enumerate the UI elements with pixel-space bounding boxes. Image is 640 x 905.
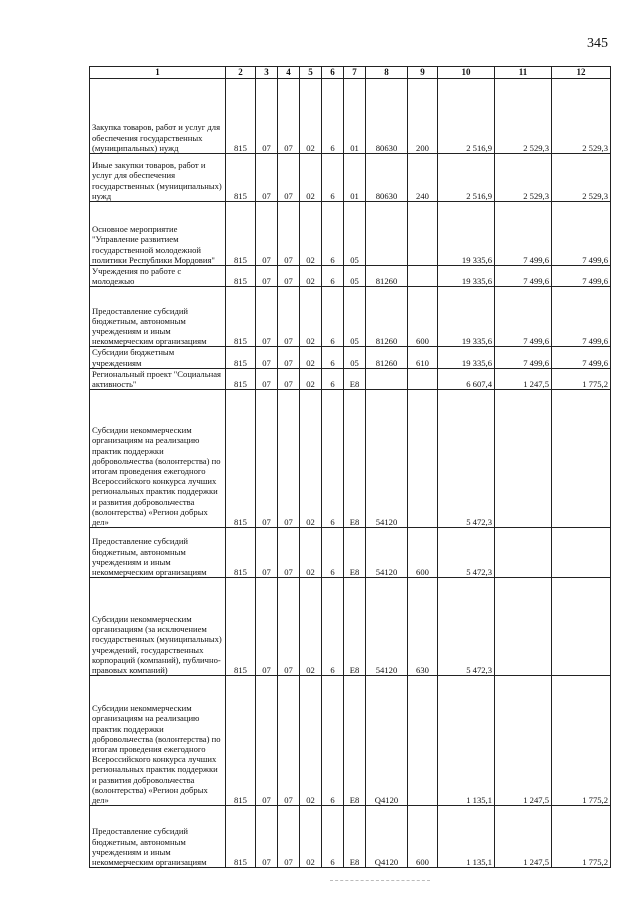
cell-col-12: 2 529,3 [552, 79, 611, 154]
header-row [90, 67, 611, 79]
cell-col-2: 815 [226, 266, 256, 287]
cell-col-6: 6 [322, 154, 344, 202]
cell-col-5: 02 [300, 347, 322, 368]
cell-col-5: 02 [300, 266, 322, 287]
cell-col-10: 19 335,6 [438, 202, 495, 266]
column-header-1: 1 [90, 67, 226, 79]
cell-col-6: 6 [322, 266, 344, 287]
cell-col-7: E8 [344, 806, 366, 868]
cell-col-12: 1 775,2 [552, 368, 611, 389]
cell-col-3: 07 [256, 528, 278, 578]
cell-col-5: 02 [300, 287, 322, 347]
cell-col-7: E8 [344, 368, 366, 389]
cell-col-8: 80630 [366, 79, 408, 154]
cell-col-5: 02 [300, 806, 322, 868]
cell-col-4: 07 [278, 528, 300, 578]
table-row [90, 287, 611, 347]
cell-col-8: 81260 [366, 347, 408, 368]
cell-col-10: 19 335,6 [438, 266, 495, 287]
cell-col-4: 07 [278, 368, 300, 389]
column-header-12: 12 [552, 67, 611, 79]
cell-col-12: 7 499,6 [552, 202, 611, 266]
cell-col-3: 07 [256, 390, 278, 528]
table-row [90, 79, 611, 154]
table-row [90, 676, 611, 806]
cell-col-7: 01 [344, 154, 366, 202]
cell-col-9 [408, 266, 438, 287]
cell-col-5: 02 [300, 676, 322, 806]
cell-col-10: 19 335,6 [438, 287, 495, 347]
row-name: Предоставление субсидий бюджетным, автономным учреждениям и иным некоммерческим организациям [90, 287, 226, 347]
cell-col-12 [552, 578, 611, 676]
cell-col-4: 07 [278, 79, 300, 154]
cell-col-7: 05 [344, 347, 366, 368]
row-name: Основное мероприятие "Управление развитием государственной молодежной политики Республики Мордовия" [90, 202, 226, 266]
cell-col-7: 05 [344, 266, 366, 287]
cell-col-8: 81260 [366, 287, 408, 347]
cell-col-10: 2 516,9 [438, 79, 495, 154]
cell-col-11: 1 247,5 [495, 676, 552, 806]
cell-col-8: 54120 [366, 390, 408, 528]
row-name: Предоставление субсидий бюджетным, автономным учреждениям и иным некоммерческим организациям [90, 806, 226, 868]
cell-col-11 [495, 528, 552, 578]
cell-col-11: 7 499,6 [495, 287, 552, 347]
cell-col-3: 07 [256, 287, 278, 347]
cell-col-12: 2 529,3 [552, 154, 611, 202]
cell-col-6: 6 [322, 368, 344, 389]
cell-col-6: 6 [322, 676, 344, 806]
table-row [90, 347, 611, 368]
cell-col-10: 5 472,3 [438, 528, 495, 578]
footer-divider [330, 880, 430, 881]
cell-col-5: 02 [300, 202, 322, 266]
cell-col-12: 7 499,6 [552, 266, 611, 287]
cell-col-9: 630 [408, 578, 438, 676]
cell-col-2: 815 [226, 79, 256, 154]
cell-col-11: 1 247,5 [495, 368, 552, 389]
cell-col-8 [366, 368, 408, 389]
cell-col-3: 07 [256, 806, 278, 868]
cell-col-10: 5 472,3 [438, 390, 495, 528]
cell-col-7: E8 [344, 578, 366, 676]
cell-col-7: 05 [344, 202, 366, 266]
table-row [90, 154, 611, 202]
cell-col-6: 6 [322, 806, 344, 868]
cell-col-9 [408, 676, 438, 806]
cell-col-10: 2 516,9 [438, 154, 495, 202]
cell-col-9: 600 [408, 287, 438, 347]
cell-col-11: 7 499,6 [495, 266, 552, 287]
table-body [90, 79, 611, 868]
cell-col-8: 81260 [366, 266, 408, 287]
cell-col-3: 07 [256, 79, 278, 154]
row-name: Закупка товаров, работ и услуг для обеспечения государственных (муниципальных) нужд [90, 79, 226, 154]
cell-col-3: 07 [256, 347, 278, 368]
cell-col-4: 07 [278, 266, 300, 287]
cell-col-4: 07 [278, 202, 300, 266]
cell-col-9: 610 [408, 347, 438, 368]
cell-col-3: 07 [256, 154, 278, 202]
cell-col-6: 6 [322, 202, 344, 266]
cell-col-6: 6 [322, 287, 344, 347]
cell-col-9 [408, 202, 438, 266]
cell-col-11: 7 499,6 [495, 347, 552, 368]
cell-col-5: 02 [300, 390, 322, 528]
table-row [90, 202, 611, 266]
cell-col-2: 815 [226, 676, 256, 806]
cell-col-5: 02 [300, 368, 322, 389]
table-row [90, 806, 611, 868]
row-name: Субсидии некоммерческим организациям (за исключением государственных (муниципальных) учреждений, государственных корпораций (компаний), публично-правовых компаний) [90, 578, 226, 676]
cell-col-8: Q4120 [366, 806, 408, 868]
cell-col-12: 1 775,2 [552, 806, 611, 868]
cell-col-10: 5 472,3 [438, 578, 495, 676]
cell-col-4: 07 [278, 578, 300, 676]
cell-col-2: 815 [226, 202, 256, 266]
cell-col-11 [495, 390, 552, 528]
cell-col-4: 07 [278, 806, 300, 868]
cell-col-4: 07 [278, 676, 300, 806]
cell-col-8: Q4120 [366, 676, 408, 806]
cell-col-5: 02 [300, 154, 322, 202]
column-header-7: 7 [344, 67, 366, 79]
cell-col-7: E8 [344, 676, 366, 806]
cell-col-2: 815 [226, 368, 256, 389]
cell-col-4: 07 [278, 390, 300, 528]
cell-col-12: 7 499,6 [552, 287, 611, 347]
column-header-4: 4 [278, 67, 300, 79]
cell-col-6: 6 [322, 578, 344, 676]
cell-col-9: 600 [408, 528, 438, 578]
cell-col-6: 6 [322, 390, 344, 528]
row-name: Субсидии бюджетным учреждениям [90, 347, 226, 368]
cell-col-7: 01 [344, 79, 366, 154]
column-header-5: 5 [300, 67, 322, 79]
table-row [90, 368, 611, 389]
cell-col-10: 1 135,1 [438, 806, 495, 868]
table-row [90, 266, 611, 287]
cell-col-2: 815 [226, 806, 256, 868]
cell-col-9: 600 [408, 806, 438, 868]
cell-col-2: 815 [226, 390, 256, 528]
table-row [90, 390, 611, 528]
column-header-9: 9 [408, 67, 438, 79]
cell-col-12: 7 499,6 [552, 347, 611, 368]
cell-col-9 [408, 390, 438, 528]
page-number: 345 [587, 36, 608, 51]
cell-col-4: 07 [278, 154, 300, 202]
cell-col-2: 815 [226, 528, 256, 578]
cell-col-11: 7 499,6 [495, 202, 552, 266]
cell-col-3: 07 [256, 578, 278, 676]
cell-col-10: 6 607,4 [438, 368, 495, 389]
cell-col-3: 07 [256, 676, 278, 806]
cell-col-7: 05 [344, 287, 366, 347]
cell-col-5: 02 [300, 528, 322, 578]
budget-table [89, 66, 611, 868]
row-name: Субсидии некоммерческим организациям на реализацию практик поддержки добровольчества (волонтерства) по итогам проведения ежегодного Всероссийского конкурса лучших региональных практик поддержки и развития добровольчества (волонтерства) «Регион добрых дел» [90, 390, 226, 528]
row-name: Субсидии некоммерческим организациям на реализацию практик поддержки добровольчества (волонтерства) по итогам проведения ежегодного Всероссийского конкурса лучших региональных практик поддержки и развития добровольчества (волонтерства) «Регион добрых дел» [90, 676, 226, 806]
cell-col-11 [495, 578, 552, 676]
row-name: Региональный проект "Социальная активность" [90, 368, 226, 389]
cell-col-8 [366, 202, 408, 266]
cell-col-6: 6 [322, 528, 344, 578]
cell-col-2: 815 [226, 154, 256, 202]
column-header-8: 8 [366, 67, 408, 79]
cell-col-11: 1 247,5 [495, 806, 552, 868]
table-row [90, 578, 611, 676]
cell-col-6: 6 [322, 347, 344, 368]
cell-col-4: 07 [278, 287, 300, 347]
cell-col-12 [552, 528, 611, 578]
cell-col-12: 1 775,2 [552, 676, 611, 806]
row-name: Учреждения по работе с молодежью [90, 266, 226, 287]
cell-col-7: E8 [344, 528, 366, 578]
cell-col-12 [552, 390, 611, 528]
cell-col-2: 815 [226, 287, 256, 347]
cell-col-3: 07 [256, 266, 278, 287]
cell-col-8: 54120 [366, 528, 408, 578]
column-header-2: 2 [226, 67, 256, 79]
cell-col-11: 2 529,3 [495, 154, 552, 202]
cell-col-9: 240 [408, 154, 438, 202]
cell-col-10: 1 135,1 [438, 676, 495, 806]
table-row [90, 528, 611, 578]
column-header-11: 11 [495, 67, 552, 79]
column-header-6: 6 [322, 67, 344, 79]
row-name: Предоставление субсидий бюджетным, автономным учреждениям и иным некоммерческим организациям [90, 528, 226, 578]
cell-col-2: 815 [226, 578, 256, 676]
cell-col-7: E8 [344, 390, 366, 528]
cell-col-8: 54120 [366, 578, 408, 676]
row-name: Иные закупки товаров, работ и услуг для обеспечения государственных (муниципальных) нужд [90, 154, 226, 202]
cell-col-6: 6 [322, 79, 344, 154]
cell-col-9: 200 [408, 79, 438, 154]
cell-col-11: 2 529,3 [495, 79, 552, 154]
cell-col-4: 07 [278, 347, 300, 368]
cell-col-5: 02 [300, 79, 322, 154]
cell-col-9 [408, 368, 438, 389]
cell-col-2: 815 [226, 347, 256, 368]
cell-col-3: 07 [256, 368, 278, 389]
cell-col-3: 07 [256, 202, 278, 266]
cell-col-10: 19 335,6 [438, 347, 495, 368]
cell-col-5: 02 [300, 578, 322, 676]
column-header-10: 10 [438, 67, 495, 79]
column-header-3: 3 [256, 67, 278, 79]
cell-col-8: 80630 [366, 154, 408, 202]
